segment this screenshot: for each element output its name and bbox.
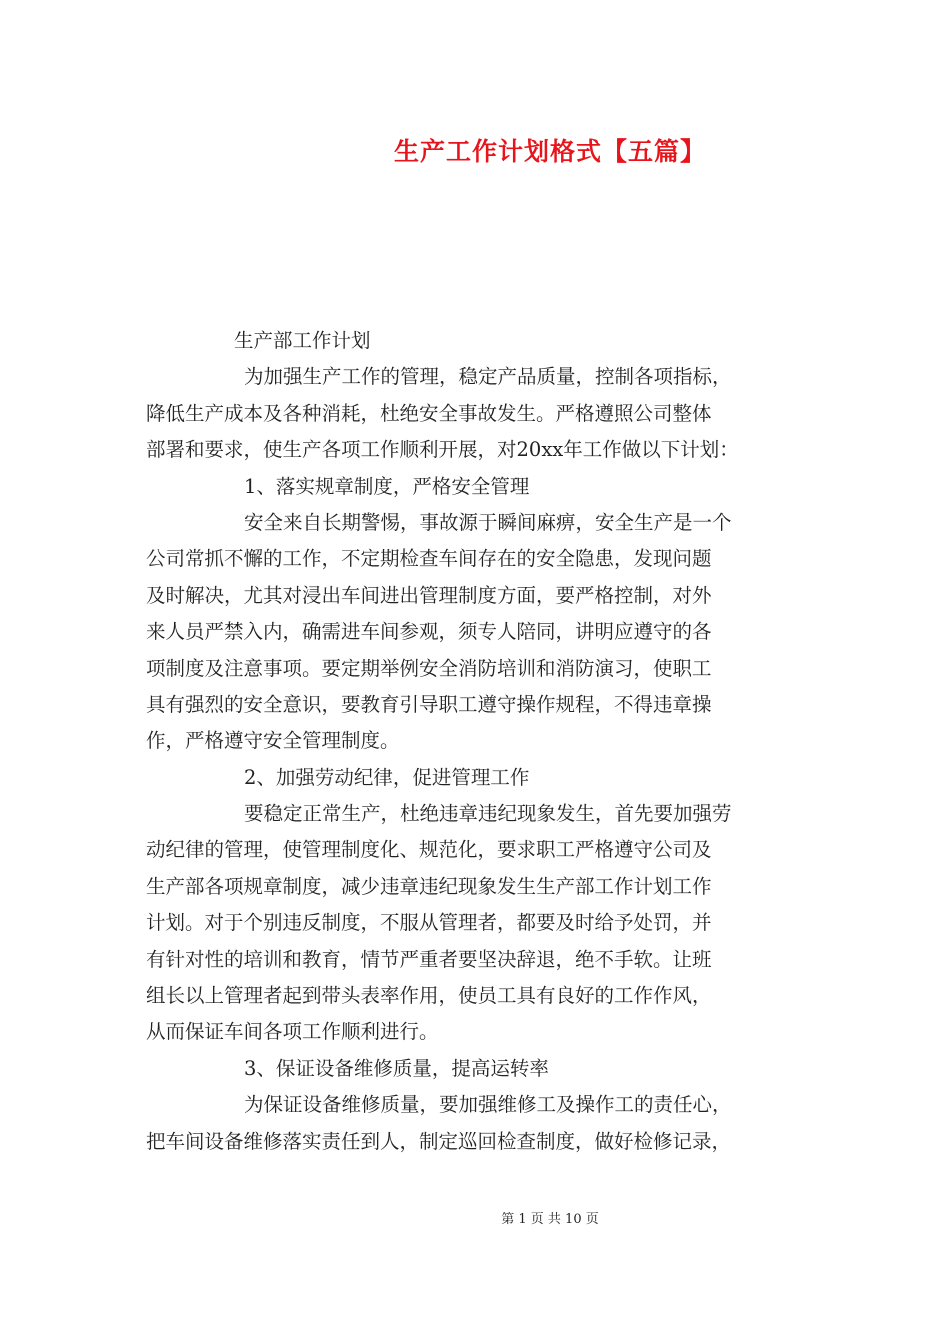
text-line: 要稳定正常生产，杜绝违章违纪现象发生，首先要加强劳 bbox=[244, 802, 732, 826]
text-line: 及时解决，尤其对浸出车间进出管理制度方面，要严格控制，对外 bbox=[146, 583, 712, 607]
text-line: 动纪律的管理，使管理制度化、规范化，要求职工严格遵守公司及 bbox=[146, 838, 712, 862]
text-line: 为保证设备维修质量，要加强维修工及操作工的责任心， bbox=[244, 1093, 732, 1117]
page-footer: 第 1 页 共 10 页 bbox=[501, 1212, 599, 1227]
text-line: 2、加强劳动纪律，促进管理工作 bbox=[244, 765, 530, 789]
text-line: 把车间设备维修落实责任到人，制定巡回检查制度，做好检修记录， bbox=[146, 1129, 732, 1153]
text-line: 组长以上管理者起到带头表率作用，使员工具有良好的工作作风， bbox=[146, 984, 712, 1008]
text-line: 生产部工作计划 bbox=[234, 329, 371, 352]
text-line: 从而保证车间各项工作顺利进行。 bbox=[146, 1020, 439, 1044]
text-line: 生产部各项规章制度，减少违章违纪现象发生生产部工作计划工作 bbox=[146, 874, 712, 898]
text-line: 作，严格遵守安全管理制度。 bbox=[146, 729, 400, 753]
text-line: 1、落实规章制度，严格安全管理 bbox=[244, 474, 530, 498]
text-line: 为加强生产工作的管理，稳定产品质量，控制各项指标， bbox=[244, 365, 732, 389]
document-body bbox=[146, 323, 814, 1160]
text-line: 项制度及注意事项。要定期举例安全消防培训和消防演习，使职工 bbox=[146, 656, 712, 680]
text-line: 降低生产成本及各种消耗，杜绝安全事故发生。严格遵照公司整体 bbox=[146, 401, 712, 425]
text-line: 安全来自长期警惕，事故源于瞬间麻痹，安全生产是一个 bbox=[244, 510, 732, 534]
text-line: 来人员严禁入内，确需进车间参观，须专人陪同，讲明应遵守的各 bbox=[146, 620, 712, 644]
text-line: 3、保证设备维修质量，提高运转率 bbox=[244, 1056, 549, 1080]
text-line: 具有强烈的安全意识，要教育引导职工遵守操作规程，不得违章操 bbox=[146, 692, 712, 716]
document-title: 生产工作计划格式【五篇】 bbox=[393, 137, 706, 166]
text-line: 计划。对于个别违反制度，不服从管理者，都要及时给予处罚，并 bbox=[146, 911, 712, 935]
text-line: 部署和要求，使生产各项工作顺利开展，对20xx年工作做以下计划： bbox=[146, 438, 739, 462]
text-line: 公司常抓不懈的工作，不定期检查车间存在的安全隐患，发现问题 bbox=[146, 547, 712, 571]
text-line: 有针对性的培训和教育，情节严重者要坚决辞退，绝不手软。让班 bbox=[146, 947, 712, 971]
